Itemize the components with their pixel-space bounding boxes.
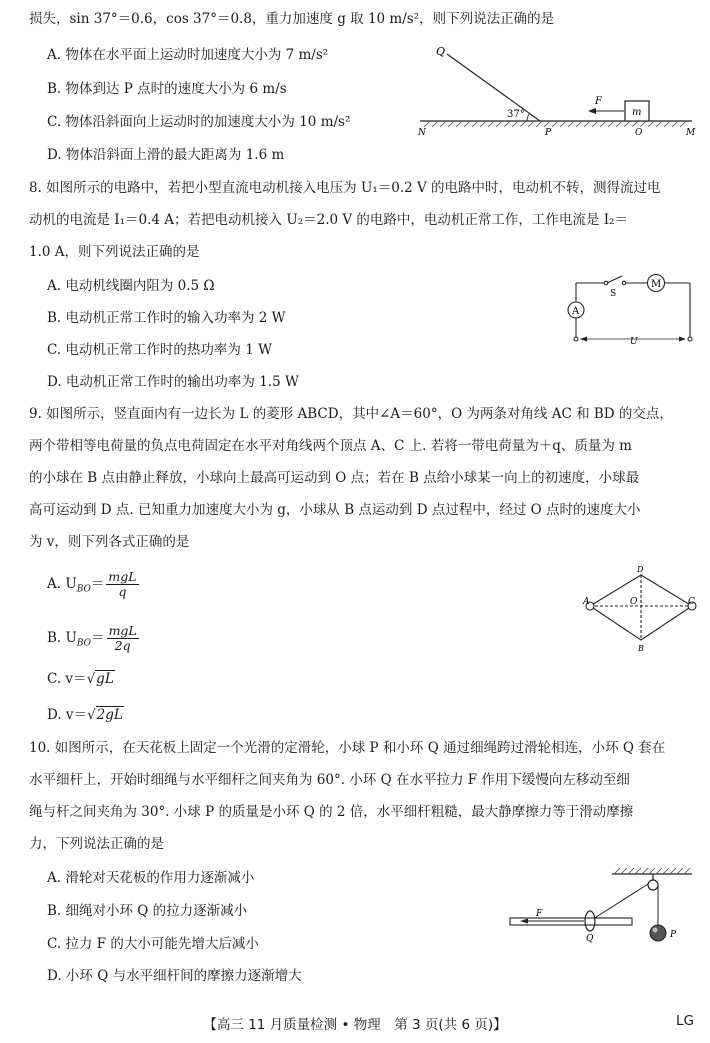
- q7-label-n: N: [418, 128, 426, 138]
- q9-option-b-den: 2q: [114, 638, 131, 653]
- q8-stem-line-3: 1.0 A，则下列说法正确的是: [29, 244, 200, 260]
- q7-label-o: O: [635, 128, 643, 138]
- q10-stem-line-2: 水平细杆上，开始时细绳与水平细杆之间夹角为 60°. 小环 Q 在水平拉力 F 作用下缓慢向左移动至细: [29, 772, 630, 788]
- q9-option-b-prefix: B. U: [47, 630, 77, 646]
- q9-label-o: O: [630, 597, 638, 607]
- q9-option-a-den: q: [118, 584, 127, 599]
- q10-stem-line-3: 绳与杆之间夹角为 30°. 小球 P 的质量是小环 Q 的 2 倍，水平细杆粗糙，最大静摩擦力等于滑动摩擦: [29, 804, 634, 820]
- q7-label-f: F: [595, 96, 602, 107]
- q8-option-c: C. 电动机正常工作时的热功率为 1 W: [47, 342, 272, 358]
- q10-label-f: F: [536, 909, 543, 919]
- q10-stem-line-4: 力，下列说法正确的是: [29, 836, 164, 852]
- q10-ball-highlight: [653, 928, 658, 933]
- q7-option-a: A. 物体在水平面上运动时加速度大小为 7 m/s²: [47, 47, 329, 63]
- q10-option-d: D. 小环 Q 与水平细杆间的摩擦力逐渐增大: [47, 968, 302, 984]
- q9-label-a: A: [583, 597, 590, 607]
- q8-option-a: A. 电动机线圈内阻为 0.5 Ω: [47, 278, 215, 294]
- q9-stem-line-3: 的小球在 B 点由静止释放，小球向上最高可运动到 O 点；若在 B 点给小球某一向上的初速度，小球最: [29, 470, 640, 486]
- q8-label-s: S: [610, 289, 617, 299]
- q8-stem-line-2: 动机的电流是 I₁＝0.4 A；若把电动机接入 U₂＝2.0 V 的电路中，电动机正常工作，工作电流是 I₂＝: [29, 212, 628, 228]
- q8-stem-line-1: 8. 如图所示的电路中，若把小型直流电动机接入电压为 U₁＝0.2 V 的电路中时，电动机不转，测得流过电: [29, 180, 661, 196]
- q9-option-b-eq: ＝: [91, 630, 105, 646]
- q9-option-a-num: mgL: [108, 569, 137, 584]
- q7-label-m: m: [632, 107, 642, 118]
- q9-option-a-prefix: A. U: [47, 576, 77, 592]
- q7-label-mpt: M: [686, 128, 696, 138]
- q7-option-d: D. 物体沿斜面上滑的最大距离为 1.6 m: [47, 147, 285, 163]
- q10-pulley: [648, 880, 658, 890]
- q9-option-c-radicand: gL: [96, 671, 114, 687]
- footer-code: LG: [676, 1013, 694, 1029]
- q10-label-q: Q: [586, 934, 594, 944]
- q9-label-d: D: [637, 565, 644, 574]
- q9-stem-line-4: 高可运动到 D 点. 已知重力加速度大小为 g，小球从 B 点运动到 D 点过程中，经过 O 点时的速度大小: [29, 502, 641, 518]
- q8-option-d: D. 电动机正常工作时的输出功率为 1.5 W: [47, 374, 299, 390]
- q9-option-b-sub: BO: [76, 638, 92, 649]
- q9-option-a-eq: ＝: [90, 576, 105, 592]
- q10-option-b: B. 细绳对小环 Q 的拉力逐渐减小: [47, 903, 248, 919]
- sqrt-icon: √: [87, 707, 96, 723]
- q9-label-b: B: [638, 644, 644, 653]
- q8-option-b: B. 电动机正常工作时的输入功率为 2 W: [47, 310, 286, 326]
- q10-rope-to-q: [590, 884, 648, 921]
- q8-label-m: M: [651, 279, 662, 290]
- q10-ball-p: [650, 925, 666, 941]
- q9-option-c-prefix: C. v＝: [47, 671, 87, 687]
- q8-label-u-visible: U: [630, 337, 638, 347]
- q9-option-d-radicand: 2gL: [96, 707, 123, 723]
- q7-stem-tail: 损失，sin 37°＝0.6，cos 37°＝0.8，重力加速度 g 取 10 m/s²，则下列说法正确的是: [29, 11, 555, 27]
- q9-label-c: C: [688, 597, 695, 607]
- q10-label-p: P: [670, 930, 677, 940]
- q8-label-a: A: [572, 306, 580, 317]
- q7-option-c: C. 物体沿斜面向上运动时的加速度大小为 10 m/s²: [47, 114, 351, 130]
- q9-stem-line-5: 为 v，则下列各式正确的是: [29, 534, 190, 550]
- q9-stem-line-1: 9. 如图所示，竖直面内有一边长为 L 的菱形 ABCD，其中∠A＝60°，O 为两条对角线 AC 和 BD 的交点，: [29, 406, 673, 422]
- q9-option-a-sub: BO: [76, 584, 91, 595]
- q7-label-q: Q: [436, 45, 446, 58]
- q10-option-c: C. 拉力 F 的大小可能先增大后减小: [47, 936, 259, 952]
- q9-option-b-num: mgL: [108, 623, 137, 638]
- q7-option-b: B. 物体到达 P 点时的速度大小为 6 m/s: [47, 81, 287, 97]
- page-footer: 【高三 11 月质量检测 • 物理 第 3 页(共 6 页)】: [203, 1017, 507, 1033]
- q10-option-a: A. 滑轮对天花板的作用力逐渐减小: [47, 870, 255, 886]
- q9-stem-line-2: 两个带相等电荷量的负点电荷固定在水平对角线两个顶点 A、C 上. 若将一带电荷量为＋q、质量为 m: [29, 438, 632, 454]
- q9-option-d-prefix: D. v＝: [47, 707, 88, 723]
- q7-label-angle: 37°: [507, 109, 525, 120]
- q7-label-p: P: [545, 128, 552, 138]
- q10-ceiling-hatch: [614, 868, 690, 874]
- q10-stem-line-1: 10. 如图所示，在天花板上固定一个光滑的定滑轮，小球 P 和小环 Q 通过细绳跨过滑轮相连，小环 Q 套在: [29, 740, 666, 756]
- sqrt-icon: √: [86, 671, 96, 687]
